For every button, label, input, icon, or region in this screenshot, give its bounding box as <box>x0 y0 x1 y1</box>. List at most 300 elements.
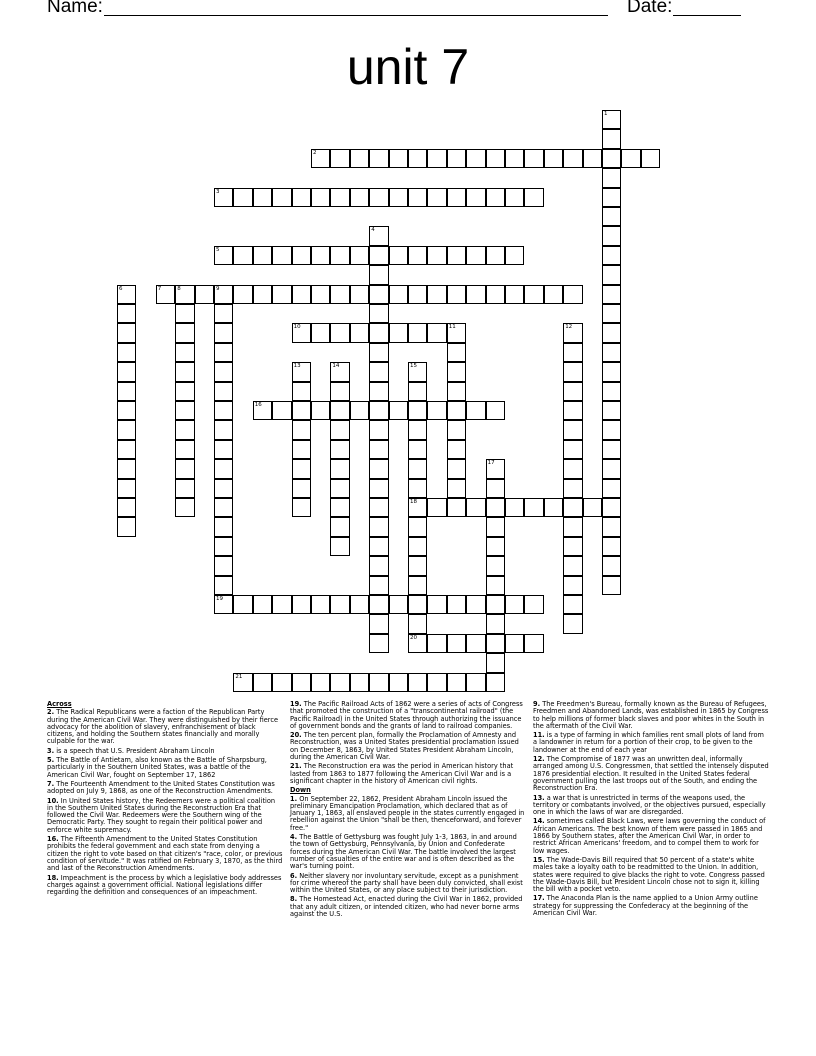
crossword-cell[interactable] <box>214 498 233 517</box>
crossword-cell[interactable] <box>214 576 233 595</box>
crossword-cell[interactable] <box>175 382 194 401</box>
crossword-cell[interactable] <box>330 285 349 304</box>
crossword-cell[interactable] <box>563 323 582 342</box>
crossword-cell[interactable] <box>602 362 621 381</box>
crossword-cell[interactable] <box>369 401 388 420</box>
crossword-cell[interactable] <box>466 285 485 304</box>
crossword-cell[interactable] <box>486 634 505 653</box>
crossword-cell[interactable] <box>524 188 543 207</box>
crossword-cell[interactable] <box>583 149 602 168</box>
clue-text: The Anaconda Plan is the name applied to a Union Army outline strategy for suppressing the Confederacy at the beginning of the American Civil War. <box>533 894 758 918</box>
crossword-cell[interactable] <box>311 595 330 614</box>
crossword-cell[interactable] <box>369 595 388 614</box>
crossword-cell[interactable] <box>330 362 349 381</box>
crossword-cell[interactable] <box>389 188 408 207</box>
crossword-cell[interactable] <box>175 323 194 342</box>
crossword-cell[interactable] <box>602 188 621 207</box>
crossword-cell[interactable] <box>602 149 621 168</box>
crossword-cell[interactable] <box>214 420 233 439</box>
crossword-cell[interactable] <box>563 595 582 614</box>
crossword-cell[interactable] <box>505 498 524 517</box>
crossword-cell[interactable] <box>486 149 505 168</box>
crossword-cell[interactable] <box>214 401 233 420</box>
crossword-cell[interactable] <box>350 595 369 614</box>
crossword-cell[interactable] <box>369 420 388 439</box>
clue-text: The Freedmen's Bureau, formally known as the Bureau of Refugees, Freedmen and Abandoned Lands, was established in 1865 by Congress to help millions of former black slaves and poor whites in the South in the aftermath of the Civil War. <box>533 700 769 730</box>
crossword-cell[interactable] <box>563 285 582 304</box>
crossword-cell[interactable] <box>486 517 505 536</box>
crossword-cell[interactable] <box>447 246 466 265</box>
crossword-cell[interactable] <box>466 498 485 517</box>
crossword-cell[interactable] <box>466 673 485 692</box>
crossword-cell[interactable] <box>447 149 466 168</box>
crossword-cell[interactable] <box>369 226 388 245</box>
crossword-cell[interactable] <box>621 149 640 168</box>
crossword-cell[interactable] <box>408 634 427 653</box>
crossword-cell[interactable] <box>292 285 311 304</box>
crossword-cell[interactable] <box>602 207 621 226</box>
crossword-cell[interactable] <box>292 362 311 381</box>
crossword-cell[interactable] <box>272 673 291 692</box>
crossword-cell[interactable] <box>369 246 388 265</box>
crossword-cell[interactable] <box>602 304 621 323</box>
crossword-cell[interactable] <box>389 149 408 168</box>
crossword-cell[interactable] <box>602 537 621 556</box>
crossword-cell[interactable] <box>408 556 427 575</box>
crossword-cell[interactable] <box>389 285 408 304</box>
crossword-cell[interactable] <box>427 634 446 653</box>
crossword-cell[interactable] <box>214 382 233 401</box>
crossword-cell[interactable] <box>272 595 291 614</box>
crossword-cell[interactable] <box>447 285 466 304</box>
crossword-cell[interactable] <box>486 576 505 595</box>
clue-item <box>290 796 526 832</box>
crossword-cell[interactable] <box>350 323 369 342</box>
crossword-cell[interactable] <box>253 673 272 692</box>
crossword-cell[interactable] <box>311 149 330 168</box>
crossword-cell[interactable] <box>350 188 369 207</box>
crossword-cell[interactable] <box>447 323 466 342</box>
crossword-cell[interactable] <box>311 246 330 265</box>
crossword-cell[interactable] <box>524 498 543 517</box>
crossword-cell[interactable] <box>253 401 272 420</box>
crossword-cell[interactable] <box>563 614 582 633</box>
crossword-cell[interactable] <box>214 285 233 304</box>
crossword-cell[interactable] <box>524 285 543 304</box>
crossword-cell[interactable] <box>175 304 194 323</box>
crossword-cell[interactable] <box>602 265 621 284</box>
crossword-cell[interactable] <box>214 459 233 478</box>
crossword-cell[interactable] <box>602 479 621 498</box>
crossword-cell[interactable] <box>117 498 136 517</box>
crossword-cell[interactable] <box>563 401 582 420</box>
crossword-cell[interactable] <box>602 246 621 265</box>
crossword-cell[interactable] <box>486 595 505 614</box>
crossword-cell[interactable] <box>466 188 485 207</box>
crossword-cell[interactable] <box>602 440 621 459</box>
crossword-cell[interactable] <box>369 265 388 284</box>
crossword-cell[interactable] <box>408 285 427 304</box>
crossword-cell[interactable] <box>330 440 349 459</box>
crossword-cell[interactable] <box>389 673 408 692</box>
crossword-cell[interactable] <box>292 498 311 517</box>
crossword-cell[interactable] <box>544 149 563 168</box>
crossword-cell[interactable] <box>505 634 524 653</box>
crossword-cell[interactable] <box>292 440 311 459</box>
crossword-cell[interactable] <box>447 673 466 692</box>
clue-item <box>290 701 526 730</box>
crossword-cell[interactable] <box>233 673 252 692</box>
crossword-cell[interactable] <box>175 285 194 304</box>
crossword-cell[interactable] <box>408 459 427 478</box>
crossword-cell[interactable] <box>524 595 543 614</box>
crossword-cell[interactable] <box>486 188 505 207</box>
crossword-cell[interactable] <box>427 149 446 168</box>
crossword-cell[interactable] <box>175 343 194 362</box>
crossword-cell[interactable] <box>563 517 582 536</box>
clue-text: The Radical Republicans were a faction of the Republican Party during the American Civil War. They were distinguished by their fierce advocacy for the abolition of slavery, enfranchisement of black citizens, and holding the Southern states financially and morally culpable for the war. <box>47 708 279 746</box>
crossword-cell[interactable] <box>447 420 466 439</box>
crossword-cell[interactable] <box>369 556 388 575</box>
crossword-cell[interactable] <box>602 382 621 401</box>
crossword-cell[interactable] <box>408 362 427 381</box>
crossword-cell[interactable] <box>330 479 349 498</box>
crossword-cell[interactable] <box>330 149 349 168</box>
crossword-cell[interactable] <box>447 498 466 517</box>
crossword-cell[interactable] <box>408 440 427 459</box>
crossword-cell[interactable] <box>447 479 466 498</box>
crossword-cell[interactable] <box>408 595 427 614</box>
crossword-cell[interactable] <box>563 498 582 517</box>
crossword-cell[interactable] <box>408 382 427 401</box>
crossword-cell[interactable] <box>253 188 272 207</box>
crossword-cell[interactable] <box>330 673 349 692</box>
crossword-cell[interactable] <box>602 226 621 245</box>
crossword-cell[interactable] <box>602 343 621 362</box>
crossword-cell[interactable] <box>389 401 408 420</box>
crossword-cell[interactable] <box>563 537 582 556</box>
crossword-cell[interactable] <box>311 188 330 207</box>
crossword-cell[interactable] <box>214 479 233 498</box>
crossword-cell[interactable] <box>427 595 446 614</box>
crossword-cell[interactable] <box>117 304 136 323</box>
crossword-cell[interactable] <box>505 285 524 304</box>
crossword-cell[interactable] <box>466 149 485 168</box>
crossword-cell[interactable] <box>486 459 505 478</box>
crossword-cell[interactable] <box>117 420 136 439</box>
crossword-cell[interactable] <box>369 382 388 401</box>
crossword-cell[interactable] <box>486 653 505 672</box>
crossword-cell[interactable] <box>369 343 388 362</box>
crossword-cell[interactable] <box>602 168 621 187</box>
crossword-cell[interactable] <box>330 246 349 265</box>
crossword-cell[interactable] <box>292 382 311 401</box>
crossword-cell[interactable] <box>447 382 466 401</box>
crossword-cell[interactable] <box>117 285 136 304</box>
crossword-cell[interactable] <box>311 285 330 304</box>
crossword-cell[interactable] <box>466 401 485 420</box>
crossword-cell[interactable] <box>369 537 388 556</box>
crossword-cell[interactable] <box>447 343 466 362</box>
crossword-cell[interactable] <box>369 634 388 653</box>
crossword-cell[interactable] <box>486 401 505 420</box>
crossword-cell[interactable] <box>602 129 621 148</box>
crossword-cell[interactable] <box>563 382 582 401</box>
crossword-cell[interactable] <box>505 188 524 207</box>
crossword-cell[interactable] <box>214 595 233 614</box>
crossword-cell[interactable] <box>272 246 291 265</box>
crossword-cell[interactable] <box>505 149 524 168</box>
crossword-cell[interactable] <box>369 149 388 168</box>
crossword-cell[interactable] <box>505 246 524 265</box>
crossword-cell[interactable] <box>350 673 369 692</box>
crossword-cell[interactable] <box>408 498 427 517</box>
crossword-cell[interactable] <box>602 285 621 304</box>
crossword-cell[interactable] <box>330 323 349 342</box>
crossword-cell[interactable] <box>311 401 330 420</box>
crossword-cell[interactable] <box>447 362 466 381</box>
crossword-cell[interactable] <box>602 517 621 536</box>
cell-number: 18 <box>410 499 417 505</box>
crossword-cell[interactable] <box>389 323 408 342</box>
crossword-cell[interactable] <box>505 595 524 614</box>
crossword-cell[interactable] <box>330 517 349 536</box>
crossword-cell[interactable] <box>292 595 311 614</box>
crossword-cell[interactable] <box>602 110 621 129</box>
clue-number: 4. <box>290 833 298 842</box>
crossword-cell[interactable] <box>602 401 621 420</box>
crossword-cell[interactable] <box>350 285 369 304</box>
crossword-cell[interactable] <box>466 634 485 653</box>
crossword-cell[interactable] <box>253 246 272 265</box>
crossword-cell[interactable] <box>233 285 252 304</box>
crossword-cell[interactable] <box>486 285 505 304</box>
crossword-cell[interactable] <box>447 440 466 459</box>
crossword-cell[interactable] <box>408 517 427 536</box>
crossword-cell[interactable] <box>117 479 136 498</box>
crossword-cell[interactable] <box>214 323 233 342</box>
crossword-cell[interactable] <box>408 479 427 498</box>
crossword-cell[interactable] <box>408 246 427 265</box>
crossword-cell[interactable] <box>524 149 543 168</box>
crossword-cell[interactable] <box>369 517 388 536</box>
crossword-cell[interactable] <box>408 614 427 633</box>
crossword-cell[interactable] <box>602 459 621 478</box>
cell-number: 20 <box>410 634 417 641</box>
crossword-cell[interactable] <box>427 285 446 304</box>
crossword-cell[interactable] <box>214 362 233 381</box>
crossword-cell[interactable] <box>311 673 330 692</box>
crossword-cell[interactable] <box>544 285 563 304</box>
crossword-cell[interactable] <box>389 595 408 614</box>
crossword-cell[interactable] <box>641 149 660 168</box>
crossword-cell[interactable] <box>583 498 602 517</box>
crossword-cell[interactable] <box>563 420 582 439</box>
crossword-cell[interactable] <box>292 188 311 207</box>
crossword-cell[interactable] <box>486 479 505 498</box>
crossword-cell[interactable] <box>330 401 349 420</box>
clue-item <box>290 763 526 785</box>
crossword-cell[interactable] <box>214 343 233 362</box>
crossword-cell[interactable] <box>524 634 543 653</box>
crossword-cell[interactable] <box>330 188 349 207</box>
crossword-cell[interactable] <box>175 479 194 498</box>
crossword-cell[interactable] <box>214 537 233 556</box>
crossword-cell[interactable] <box>408 188 427 207</box>
crossword-cell[interactable] <box>369 459 388 478</box>
down-clue-list-continued <box>533 701 769 917</box>
crossword-cell[interactable] <box>486 498 505 517</box>
crossword-cell[interactable] <box>369 285 388 304</box>
crossword-cell[interactable] <box>427 323 446 342</box>
crossword-cell[interactable] <box>427 188 446 207</box>
crossword-cell[interactable] <box>195 285 214 304</box>
crossword-cell[interactable] <box>117 440 136 459</box>
crossword-cell[interactable] <box>408 673 427 692</box>
crossword-cell[interactable] <box>563 343 582 362</box>
crossword-cell[interactable] <box>486 614 505 633</box>
crossword-cell[interactable] <box>369 498 388 517</box>
crossword-cell[interactable] <box>292 459 311 478</box>
crossword-cell[interactable] <box>292 246 311 265</box>
clue-number: 9. <box>533 700 541 708</box>
crossword-cell[interactable] <box>447 595 466 614</box>
clue-item <box>533 732 769 754</box>
crossword-cell[interactable] <box>233 188 252 207</box>
crossword-cell[interactable] <box>330 420 349 439</box>
crossword-cell[interactable] <box>544 498 563 517</box>
crossword-cell[interactable] <box>330 459 349 478</box>
crossword-cell[interactable] <box>117 362 136 381</box>
crossword-cell[interactable] <box>330 498 349 517</box>
crossword-cell[interactable] <box>447 634 466 653</box>
crossword-cell[interactable] <box>233 246 252 265</box>
crossword-cell[interactable] <box>233 595 252 614</box>
crossword-cell[interactable] <box>369 614 388 633</box>
crossword-cell[interactable] <box>156 285 175 304</box>
crossword-cell[interactable] <box>350 246 369 265</box>
crossword-cell[interactable] <box>292 323 311 342</box>
crossword-cell[interactable] <box>214 188 233 207</box>
crossword-cell[interactable] <box>602 323 621 342</box>
crossword-cell[interactable] <box>466 595 485 614</box>
crossword-cell[interactable] <box>117 401 136 420</box>
crossword-cell[interactable] <box>602 498 621 517</box>
crossword-cell[interactable] <box>214 246 233 265</box>
crossword-cell[interactable] <box>292 479 311 498</box>
crossword-cell[interactable] <box>214 440 233 459</box>
crossword-cell[interactable] <box>330 537 349 556</box>
crossword-cell[interactable] <box>408 537 427 556</box>
crossword-cell[interactable] <box>408 420 427 439</box>
crossword-cell[interactable] <box>408 576 427 595</box>
crossword-cell[interactable] <box>369 188 388 207</box>
crossword-cell[interactable] <box>602 556 621 575</box>
crossword-cell[interactable] <box>214 517 233 536</box>
crossword-cell[interactable] <box>175 401 194 420</box>
crossword-cell[interactable] <box>369 673 388 692</box>
crossword-cell[interactable] <box>563 149 582 168</box>
crossword-cell[interactable] <box>175 420 194 439</box>
crossword-cell[interactable] <box>311 323 330 342</box>
crossword-cell[interactable] <box>466 246 485 265</box>
crossword-cell[interactable] <box>369 479 388 498</box>
crossword-cell[interactable] <box>253 285 272 304</box>
crossword-cell[interactable] <box>175 459 194 478</box>
crossword-cell[interactable] <box>563 556 582 575</box>
crossword-cell[interactable] <box>447 401 466 420</box>
crossword-cell[interactable] <box>486 673 505 692</box>
crossword-cell[interactable] <box>408 323 427 342</box>
crossword-cell[interactable] <box>427 498 446 517</box>
clue-text: The Pacific Railroad Acts of 1862 were a series of acts of Congress that promoted the construction of a "transcontinental railroad" (the Pacific Railroad) in the United States through authorizing the issuance of government bonds and the grants of land to railroad companies. <box>290 700 523 730</box>
crossword-cell[interactable] <box>117 343 136 362</box>
crossword-cell[interactable] <box>408 401 427 420</box>
crossword-cell[interactable] <box>214 304 233 323</box>
crossword-cell[interactable] <box>486 537 505 556</box>
crossword-cell[interactable] <box>486 556 505 575</box>
crossword-cell[interactable] <box>563 362 582 381</box>
clue-item <box>533 857 769 893</box>
clue-number: 21. <box>290 762 302 771</box>
crossword-cell[interactable] <box>175 362 194 381</box>
crossword-cell[interactable] <box>563 576 582 595</box>
crossword-cell[interactable] <box>350 401 369 420</box>
cell-number: 1 <box>604 111 608 117</box>
crossword-cell[interactable] <box>272 401 291 420</box>
crossword-cell[interactable] <box>602 576 621 595</box>
crossword-cell[interactable] <box>369 576 388 595</box>
crossword-cell[interactable] <box>292 673 311 692</box>
crossword-cell[interactable] <box>408 149 427 168</box>
crossword-cell[interactable] <box>369 362 388 381</box>
crossword-cell[interactable] <box>292 420 311 439</box>
crossword-cell[interactable] <box>117 382 136 401</box>
crossword-cell[interactable] <box>117 323 136 342</box>
crossword-cell[interactable] <box>447 188 466 207</box>
crossword-cell[interactable] <box>214 556 233 575</box>
crossword-cell[interactable] <box>175 440 194 459</box>
crossword-cell[interactable] <box>369 323 388 342</box>
crossword-cell[interactable] <box>427 246 446 265</box>
crossword-cell[interactable] <box>253 595 272 614</box>
crossword-cell[interactable] <box>427 401 446 420</box>
crossword-cell[interactable] <box>369 304 388 323</box>
crossword-cell[interactable] <box>330 382 349 401</box>
crossword-cell[interactable] <box>330 595 349 614</box>
crossword-cell[interactable] <box>350 149 369 168</box>
crossword-cell[interactable] <box>117 517 136 536</box>
crossword-cell[interactable] <box>563 440 582 459</box>
crossword-cell[interactable] <box>292 401 311 420</box>
clue-text: In United States history, the Redeemers were a political coalition in the Southern United States during the Reconstruction Era that followed the Civil War. Redeemers were the Southern wing of the Democratic Party. They sought to regain their political power and enforce white supremacy. <box>47 796 276 834</box>
cell-number: 6 <box>119 285 123 292</box>
crossword-cell[interactable] <box>447 459 466 478</box>
crossword-cell[interactable] <box>175 498 194 517</box>
clue-number: 12. <box>533 755 545 764</box>
crossword-cell[interactable] <box>563 479 582 498</box>
crossword-cell[interactable] <box>272 188 291 207</box>
crossword-cell[interactable] <box>486 246 505 265</box>
clue-text: The Compromise of 1877 was an unwritten deal, informally arranged among U.S. Congressmen, that settled the intensely disputed 1876 presidential election. It resulted in the United States federal government pulling the last troops out of the South, and ending the Reconstruction Era. <box>533 755 769 793</box>
crossword-cell[interactable] <box>563 459 582 478</box>
crossword-cell[interactable] <box>602 420 621 439</box>
crossword-cell[interactable] <box>117 459 136 478</box>
crossword-cell[interactable] <box>389 246 408 265</box>
crossword-cell[interactable] <box>369 440 388 459</box>
crossword-cell[interactable] <box>427 673 446 692</box>
crossword-cell[interactable] <box>272 285 291 304</box>
